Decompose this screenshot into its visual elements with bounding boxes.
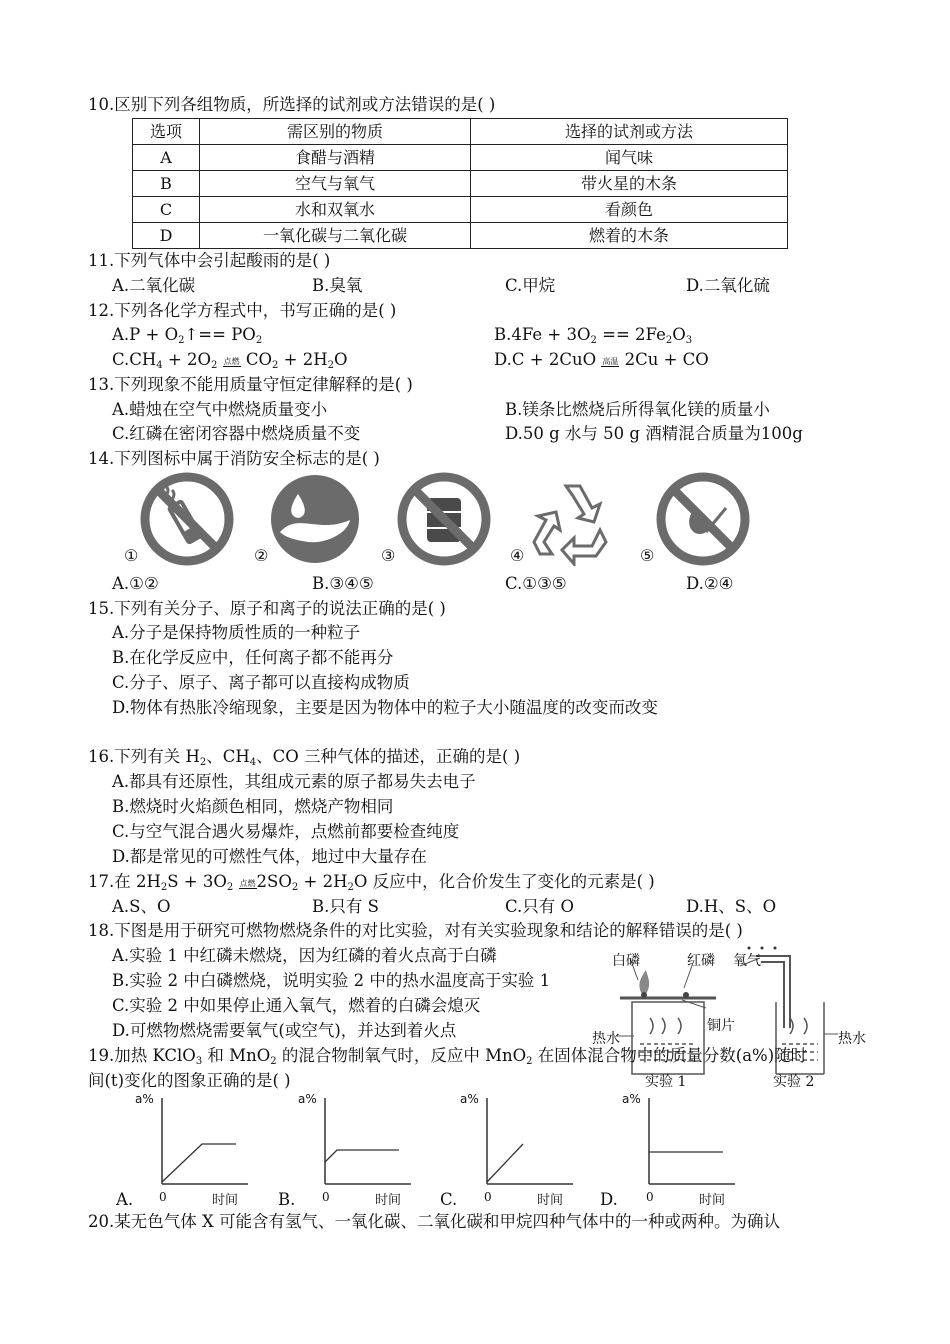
q19-stem: 19.加热 KClO$_3$ 和 MnO$_2$ 的混合物制氧气时，反应中 MnO$_2$ 在固体混合物中的质量分数(a%)随时 bbox=[88, 1046, 808, 1067]
graph-letter-d: D. bbox=[600, 1190, 618, 1209]
hot-water-label: 热水 bbox=[592, 1031, 620, 1047]
table-header: 选择的试剂或方法 bbox=[471, 119, 788, 145]
q12-option-c: $C.CH_4 + 2O_2$ 点燃 $CO_2 + 2H_2O$ bbox=[112, 350, 348, 371]
q17-option-c: C.只有 O bbox=[505, 897, 575, 916]
no-fire-icon bbox=[656, 472, 750, 566]
q16-option-d: D.都是常见的可燃性气体，地过中大量存在 bbox=[112, 847, 427, 866]
q18-option-c: C.实验 2 中如果停止通入氧气，燃着的白磷会熄灭 bbox=[112, 996, 481, 1015]
q16-option-b: B.燃烧时火焰颜色相同，燃烧产物相同 bbox=[112, 797, 394, 816]
q16-option-a: A.都具有还原性，其组成元素的原子都易失去电子 bbox=[112, 772, 476, 791]
table-row bbox=[133, 223, 788, 249]
graph-xlabel: 时间 bbox=[699, 1193, 726, 1208]
q12-option-d: D.C + 2CuO 高温 2Cu + CO bbox=[494, 350, 709, 369]
q14-stem: 14.下列图标中属于消防安全标志的是( ) bbox=[88, 449, 380, 468]
graph-c bbox=[465, 1094, 575, 1194]
q18-option-d: D.可燃物燃烧需要氧气(或空气)，并达到着火点 bbox=[112, 1021, 457, 1040]
table-header-row bbox=[133, 119, 788, 145]
table-cell: 看颜色 bbox=[471, 197, 788, 223]
experiment-1-label: 实验 1 bbox=[645, 1074, 687, 1090]
graph-ylabel: a% bbox=[298, 1092, 317, 1106]
q14-option-a: A.①② bbox=[112, 574, 159, 593]
no-smoking-icon bbox=[140, 472, 234, 566]
q18-stem: 18.下图是用于研究可燃物燃烧条件的对比实验，对有关实验现象和结论的解释错误的是( ) bbox=[88, 921, 743, 940]
q11-option-c: C.甲烷 bbox=[505, 276, 556, 295]
table-cell: D bbox=[133, 223, 200, 249]
q11-option-b: B.臭氧 bbox=[312, 276, 363, 295]
table-cell: A bbox=[133, 145, 200, 171]
graph-b bbox=[303, 1094, 413, 1194]
table-cell: B bbox=[133, 171, 200, 197]
graph-xlabel: 时间 bbox=[537, 1193, 564, 1208]
graph-a bbox=[140, 1094, 250, 1194]
q17-option-b: B.只有 S bbox=[312, 897, 379, 916]
q11-stem: 11.下列气体中会引起酸雨的是( ) bbox=[88, 251, 331, 270]
table-header: 需区别的物质 bbox=[200, 119, 471, 145]
q13-option-c: C.红磷在密闭容器中燃烧质量不变 bbox=[112, 424, 361, 443]
table-cell: 食醋与酒精 bbox=[200, 145, 471, 171]
graph-origin: 0 bbox=[159, 1190, 167, 1204]
recycle-icon bbox=[526, 472, 620, 566]
q12-option-a: $A.P + O_2↑== PO_2$ bbox=[112, 325, 263, 346]
q10-table bbox=[132, 118, 788, 249]
q13-option-b: B.镁条比燃烧后所得氧化镁的质量小 bbox=[505, 400, 770, 419]
graph-xlabel: 时间 bbox=[375, 1193, 402, 1208]
experiment-2-label: 实验 2 bbox=[773, 1074, 815, 1090]
q12-stem: 12.下列各化学方程式中，书写正确的是( ) bbox=[88, 301, 397, 320]
graph-ylabel: a% bbox=[622, 1092, 641, 1106]
table-cell: 一氧化碳与二氧化碳 bbox=[200, 223, 471, 249]
graph-letter-c: C. bbox=[440, 1190, 458, 1209]
table-cell: 空气与氧气 bbox=[200, 171, 471, 197]
white-phosphorus-label: 白磷 bbox=[612, 953, 640, 969]
graph-ylabel: a% bbox=[460, 1092, 479, 1106]
q16-stem: 16.下列有关 $H_2$、$CH_4$、CO 三种气体的描述，正确的是( ) bbox=[88, 747, 521, 768]
q13-option-d: D.50 g 水与 50 g 酒精混合质量为100g bbox=[505, 424, 803, 443]
q17-stem: 17.在 $2H_2S + 3O_2$ 点燃$2SO_2 + 2H_2O$ 反应中，化合价发生了变化的元素是( ) bbox=[88, 872, 655, 893]
table-header: 选项 bbox=[133, 119, 200, 145]
q17-option-d: D.H、S、O bbox=[686, 897, 777, 916]
table-cell: C bbox=[133, 197, 200, 223]
water-drop-icon bbox=[268, 472, 362, 566]
q14-option-b: B.③④⑤ bbox=[312, 574, 374, 593]
q15-option-d: D.物体有热胀冷缩现象，主要是因为物体中的粒子大小随温度的改变而改变 bbox=[112, 698, 658, 717]
q20-stem: 20.某无色气体 X 可能含有氢气、一氧化碳、二氧化碳和甲烷四种气体中的一种或两种。为确认 bbox=[88, 1212, 780, 1231]
q12-option-b: $B.4Fe + 3O_2 == 2Fe_2O_3$ bbox=[494, 325, 693, 346]
copper-label: 铜片 bbox=[707, 1018, 735, 1034]
q18-option-b: B.实验 2 中白磷燃烧，说明实验 2 中的热水温度高于实验 1 bbox=[112, 971, 551, 990]
table-row bbox=[133, 197, 788, 223]
no-fuel-barrel-icon bbox=[397, 472, 491, 566]
q11-option-a: A.二氧化碳 bbox=[112, 276, 196, 295]
condition-ignite: 点燃 bbox=[239, 879, 256, 888]
graph-origin: 0 bbox=[484, 1190, 492, 1204]
graph-letter-a: A. bbox=[116, 1190, 134, 1209]
table-row bbox=[133, 171, 788, 197]
icon-number: ① bbox=[124, 546, 139, 565]
q14-option-c: C.①③⑤ bbox=[505, 574, 567, 593]
q15-stem: 15.下列有关分子、原子和离子的说法正确的是( ) bbox=[88, 599, 446, 618]
q14-option-d: D.②④ bbox=[686, 574, 734, 593]
graph-origin: 0 bbox=[646, 1190, 654, 1204]
graph-d bbox=[627, 1094, 737, 1194]
condition-ignite: 点燃 bbox=[223, 357, 240, 366]
table-cell: 闻气味 bbox=[471, 145, 788, 171]
q18-option-a: A.实验 1 中红磷未燃烧，因为红磷的着火点高于白磷 bbox=[112, 946, 497, 965]
icon-number: ④ bbox=[510, 546, 525, 565]
q17-option-a: A.S、O bbox=[112, 897, 171, 916]
q13-option-a: A.蜡烛在空气中燃烧质量变小 bbox=[112, 400, 328, 419]
q13-stem: 13.下列现象不能用质量守恒定律解释的是( ) bbox=[88, 375, 413, 394]
table-cell: 水和双氧水 bbox=[200, 197, 471, 223]
q15-option-b: B.在化学反应中，任何离子都不能再分 bbox=[112, 648, 394, 667]
graph-ylabel: a% bbox=[135, 1092, 154, 1106]
table-cell: 燃着的木条 bbox=[471, 223, 788, 249]
icon-number: ⑤ bbox=[640, 546, 655, 565]
q19-stem-line2: 间(t)变化的图象正确的是( ) bbox=[88, 1071, 291, 1090]
graph-xlabel: 时间 bbox=[212, 1193, 239, 1208]
table-cell: 带火星的木条 bbox=[471, 171, 788, 197]
q16-option-c: C.与空气混合遇火易爆炸，点燃前都要检查纯度 bbox=[112, 822, 460, 841]
q11-option-d: D.二氧化硫 bbox=[686, 276, 770, 295]
q10-stem: 10.区别下列各组物质，所选择的试剂或方法错误的是( ) bbox=[88, 95, 496, 114]
condition-heat: 高温 bbox=[602, 357, 619, 366]
graph-letter-b: B. bbox=[278, 1190, 296, 1209]
q15-option-c: C.分子、原子、离子都可以直接构成物质 bbox=[112, 673, 410, 692]
graph-origin: 0 bbox=[322, 1190, 330, 1204]
icon-number: ② bbox=[254, 546, 269, 565]
q15-option-a: A.分子是保持物质性质的一种粒子 bbox=[112, 623, 361, 642]
icon-number: ③ bbox=[381, 546, 396, 565]
oxygen-label: 氧气 bbox=[733, 953, 761, 969]
table-row bbox=[133, 145, 788, 171]
hot-water-label: 热水 bbox=[838, 1031, 866, 1047]
red-phosphorus-label: 红磷 bbox=[687, 953, 715, 969]
